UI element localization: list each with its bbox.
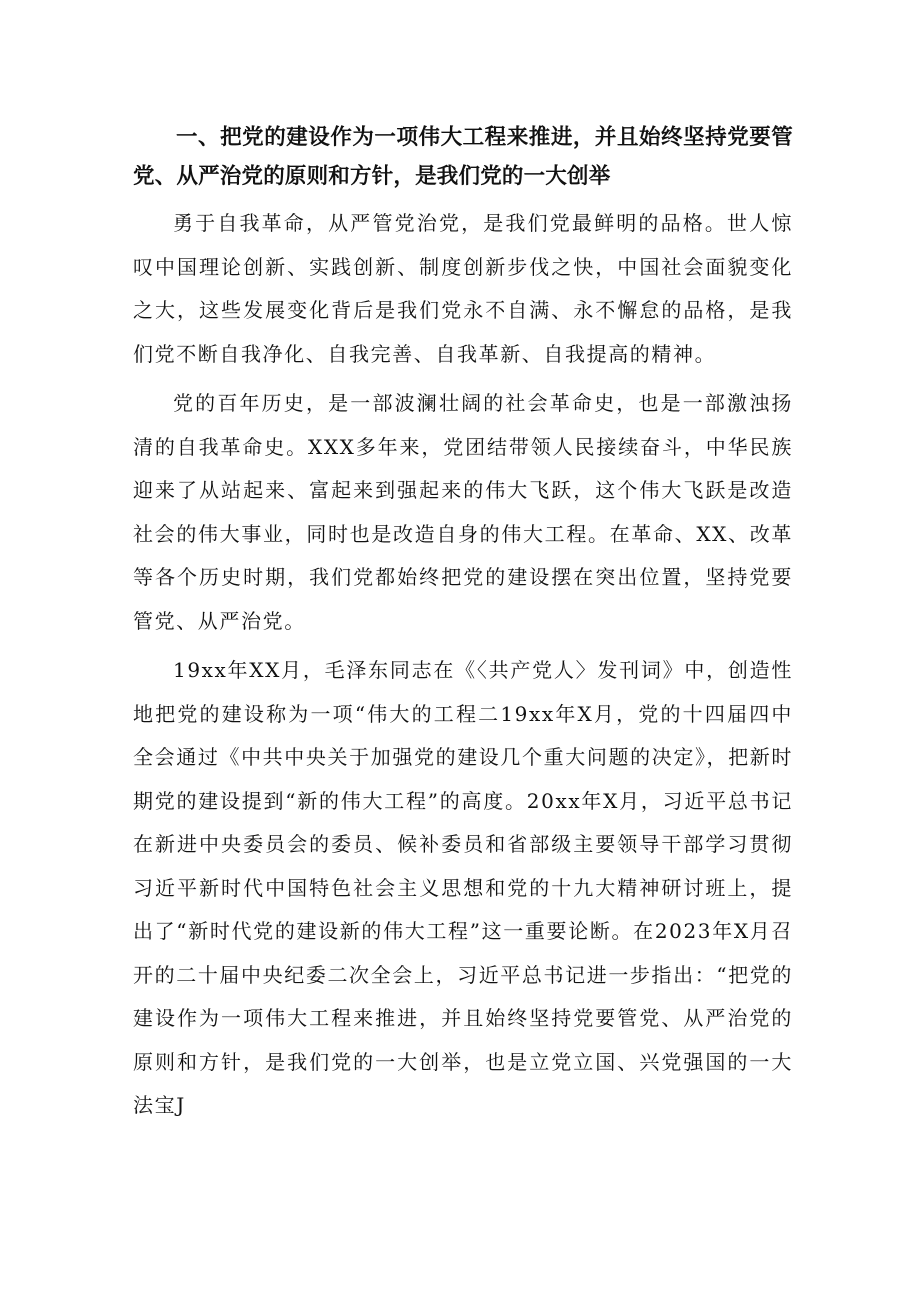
paragraph-3: 19xx年XX月，毛泽东同志在《〈共产党人〉发刊词》中，创造性地把党的建设称为一项“伟大的工程二19xx年X月，党的十四届四中全会通过《中共中央关于加强党的建设几个重大问题的决定》，把新时期党的建设提到“新的伟大工程”的高度。20xx年X月，习近平总书记在新进中央委员会的委员、候补委员和省部级主要领导干部学习贯彻习近平新时代中国特色社会主义思想和党的十九大精神研讨班上，提出了“新时代党的建设新的伟大工程”这一重要论断。在2023年X月召开的二十届中央纪委二次全会上，习近平总书记进一步指出：“把党的建设作为一项伟大工程来推进，并且始终坚持党要管党、从严治党的原则和方针，是我们党的一大创举，也是立党立国、兴党强国的一大法宝J <box>133 658 793 1117</box>
section-heading: 一、把党的建设作为一项伟大工程来推进，并且始终坚持党要管党、从严治党的原则和方针，是我们党的一大创举 <box>133 125 793 189</box>
document-body <box>133 118 793 1134</box>
paragraph-1: 勇于自我革命，从严管党治党，是我们党最鲜明的品格。世人惊叹中国理论创新、实践创新、制度创新步伐之快，中国社会面貌变化之大，这些发展变化背后是我们党永不自满、永不懈怠的品格，是我们党不断自我净化、自我完善、自我革新、自我提高的精神。 <box>133 211 793 366</box>
paragraph-2: 党的百年历史，是一部波澜壮阔的社会革命史，也是一部激浊扬清的自我革命史。XXX多年来，党团结带领人民接续奋斗，中华民族迎来了从站起来、富起来到强起来的伟大飞跃，这个伟大飞跃是改造社会的伟大事业，同时也是改造自身的伟大工程。在革命、XX、改革等各个历史时期，我们党都始终把党的建设摆在突出位置，坚持党要管党、从严治党。 <box>133 391 793 633</box>
